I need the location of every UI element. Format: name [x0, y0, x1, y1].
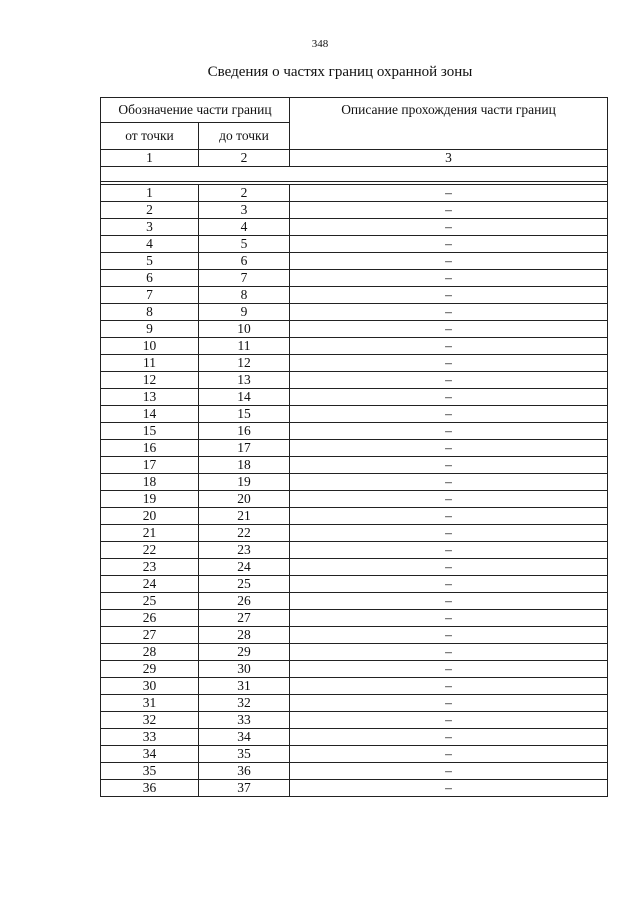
table-row: [101, 474, 608, 491]
table-row: [101, 508, 608, 525]
from-point-cell: 23: [101, 559, 199, 576]
description-cell: –: [290, 610, 608, 627]
table-row: [101, 525, 608, 542]
to-point-cell: 10: [199, 321, 290, 338]
from-point-cell: 4: [101, 236, 199, 253]
table-row: [101, 253, 608, 270]
description-cell: –: [290, 423, 608, 440]
table-row: [101, 610, 608, 627]
from-point-cell: 10: [101, 338, 199, 355]
description-cell: –: [290, 491, 608, 508]
to-point-cell: 2: [199, 185, 290, 202]
boundary-parts-table: [100, 97, 608, 797]
table-row: [101, 678, 608, 695]
to-point-cell: 23: [199, 542, 290, 559]
table-row: [101, 202, 608, 219]
from-point-cell: 14: [101, 406, 199, 423]
to-point-cell: 34: [199, 729, 290, 746]
to-point-cell: 17: [199, 440, 290, 457]
description-cell: –: [290, 559, 608, 576]
description-cell: –: [290, 593, 608, 610]
from-point-cell: 13: [101, 389, 199, 406]
header-description: Описание прохождения части границ: [290, 98, 608, 150]
table-row: [101, 389, 608, 406]
from-point-cell: 20: [101, 508, 199, 525]
to-point-cell: 31: [199, 678, 290, 695]
table-row: [101, 542, 608, 559]
from-point-cell: 8: [101, 304, 199, 321]
table-row: [101, 406, 608, 423]
column-number-1: 1: [101, 150, 199, 167]
page-number: 348: [311, 38, 329, 50]
to-point-cell: 36: [199, 763, 290, 780]
from-point-cell: 6: [101, 270, 199, 287]
table-row: [101, 372, 608, 389]
table-row: [101, 746, 608, 763]
description-cell: –: [290, 406, 608, 423]
to-point-cell: 5: [199, 236, 290, 253]
to-point-cell: 15: [199, 406, 290, 423]
table-row: [101, 304, 608, 321]
to-point-cell: 25: [199, 576, 290, 593]
to-point-cell: 35: [199, 746, 290, 763]
to-point-cell: 8: [199, 287, 290, 304]
from-point-cell: 27: [101, 627, 199, 644]
description-cell: –: [290, 661, 608, 678]
header-from-point: от точки: [101, 123, 199, 150]
to-point-cell: 20: [199, 491, 290, 508]
from-point-cell: 22: [101, 542, 199, 559]
to-point-cell: 18: [199, 457, 290, 474]
to-point-cell: 24: [199, 559, 290, 576]
from-point-cell: 30: [101, 678, 199, 695]
table-row: [101, 185, 608, 202]
table-row: [101, 491, 608, 508]
from-point-cell: 26: [101, 610, 199, 627]
description-cell: –: [290, 253, 608, 270]
description-cell: –: [290, 355, 608, 372]
from-point-cell: 32: [101, 712, 199, 729]
to-point-cell: 19: [199, 474, 290, 491]
to-point-cell: 22: [199, 525, 290, 542]
description-cell: –: [290, 678, 608, 695]
description-cell: –: [290, 712, 608, 729]
table-row: [101, 270, 608, 287]
description-cell: –: [290, 525, 608, 542]
from-point-cell: 36: [101, 780, 199, 797]
table-row: [101, 457, 608, 474]
description-cell: –: [290, 763, 608, 780]
from-point-cell: 9: [101, 321, 199, 338]
to-point-cell: 4: [199, 219, 290, 236]
to-point-cell: 37: [199, 780, 290, 797]
description-cell: –: [290, 576, 608, 593]
to-point-cell: 14: [199, 389, 290, 406]
from-point-cell: 5: [101, 253, 199, 270]
table-row: [101, 593, 608, 610]
table-row: [101, 644, 608, 661]
from-point-cell: 3: [101, 219, 199, 236]
description-cell: –: [290, 746, 608, 763]
from-point-cell: 18: [101, 474, 199, 491]
from-point-cell: 16: [101, 440, 199, 457]
to-point-cell: 26: [199, 593, 290, 610]
table-row: [101, 321, 608, 338]
to-point-cell: 21: [199, 508, 290, 525]
from-point-cell: 25: [101, 593, 199, 610]
from-point-cell: 21: [101, 525, 199, 542]
table-row: [101, 219, 608, 236]
description-cell: –: [290, 474, 608, 491]
table-row: [101, 423, 608, 440]
description-cell: –: [290, 304, 608, 321]
from-point-cell: 11: [101, 355, 199, 372]
blank-section-row: [101, 167, 608, 182]
table-row: [101, 729, 608, 746]
description-cell: –: [290, 372, 608, 389]
to-point-cell: 32: [199, 695, 290, 712]
description-cell: –: [290, 185, 608, 202]
description-cell: –: [290, 389, 608, 406]
description-cell: –: [290, 270, 608, 287]
from-point-cell: 7: [101, 287, 199, 304]
description-cell: –: [290, 457, 608, 474]
table-row: [101, 559, 608, 576]
to-point-cell: 6: [199, 253, 290, 270]
from-point-cell: 19: [101, 491, 199, 508]
to-point-cell: 7: [199, 270, 290, 287]
from-point-cell: 33: [101, 729, 199, 746]
from-point-cell: 34: [101, 746, 199, 763]
to-point-cell: 33: [199, 712, 290, 729]
table-row: [101, 695, 608, 712]
column-number-2: 2: [199, 150, 290, 167]
description-cell: –: [290, 644, 608, 661]
description-cell: –: [290, 508, 608, 525]
from-point-cell: 1: [101, 185, 199, 202]
to-point-cell: 13: [199, 372, 290, 389]
table-row: [101, 236, 608, 253]
to-point-cell: 12: [199, 355, 290, 372]
from-point-cell: 12: [101, 372, 199, 389]
table-row: [101, 576, 608, 593]
from-point-cell: 31: [101, 695, 199, 712]
table-row: [101, 712, 608, 729]
to-point-cell: 29: [199, 644, 290, 661]
description-cell: –: [290, 729, 608, 746]
to-point-cell: 30: [199, 661, 290, 678]
from-point-cell: 2: [101, 202, 199, 219]
to-point-cell: 28: [199, 627, 290, 644]
to-point-cell: 3: [199, 202, 290, 219]
description-cell: –: [290, 321, 608, 338]
document-title: Сведения о частях границ охранной зоны: [207, 64, 473, 80]
description-cell: –: [290, 440, 608, 457]
table-row: [101, 338, 608, 355]
from-point-cell: 17: [101, 457, 199, 474]
description-cell: –: [290, 695, 608, 712]
table-row: [101, 440, 608, 457]
description-cell: –: [290, 236, 608, 253]
description-cell: –: [290, 202, 608, 219]
from-point-cell: 35: [101, 763, 199, 780]
from-point-cell: 24: [101, 576, 199, 593]
from-point-cell: 15: [101, 423, 199, 440]
description-cell: –: [290, 627, 608, 644]
to-point-cell: 9: [199, 304, 290, 321]
table-body: [101, 185, 608, 797]
to-point-cell: 27: [199, 610, 290, 627]
from-point-cell: 28: [101, 644, 199, 661]
table-row: [101, 627, 608, 644]
to-point-cell: 16: [199, 423, 290, 440]
description-cell: –: [290, 219, 608, 236]
table-row: [101, 355, 608, 372]
table-row: [101, 661, 608, 678]
description-cell: –: [290, 338, 608, 355]
description-cell: –: [290, 287, 608, 304]
header-boundary-designation: Обозначение части границ: [101, 98, 290, 123]
table-row: [101, 780, 608, 797]
to-point-cell: 11: [199, 338, 290, 355]
table-row: [101, 763, 608, 780]
table-row: [101, 287, 608, 304]
description-cell: –: [290, 542, 608, 559]
from-point-cell: 29: [101, 661, 199, 678]
column-number-3: 3: [290, 150, 608, 167]
description-cell: –: [290, 780, 608, 797]
header-to-point: до точки: [199, 123, 290, 150]
